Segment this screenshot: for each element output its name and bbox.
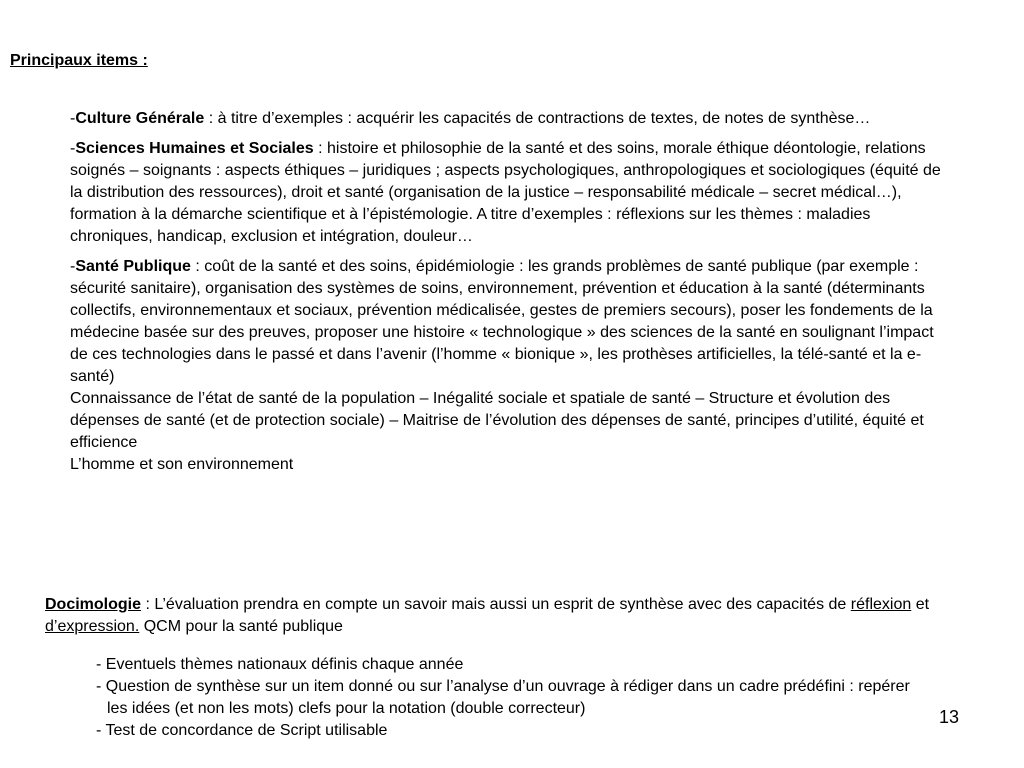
list-item: - Question de synthèse sur un item donné ou sur l’analyse d’un ouvrage à rédiger dans un cadre prédéfini : repérer les idées (et non les mots) clefs pour la notation (double correcteur) (96, 678, 910, 717)
item-description: : coût de la santé et des soins, épidémiologie : les grands problèmes de santé publique (par exemple : sécurité sanitaire), organisation des systèmes de soins, environnement, prévention et éducation à la santé (déterminants collectifs, environnementaux et sociaux, prévention médicalisée, gestes de premiers secours), poser les fondements de la médecine basée sur des preuves, proposer une histoire « technologique » des sciences de la santé en soulignant l’impact de ces technologies dans le passé et dans l’avenir (l’homme « bionique », les prothèses artificielles, la télé-santé et la e-santé) (70, 258, 934, 385)
item-description: : histoire et philosophie de la santé et des soins, morale éthique déontologie, relations soignés – soignants : aspects éthiques – juridiques ; aspects psychologiques, anthropologiques et sociologiques (équité de la distribution des ressources), droit et santé (organisation de la justice – responsabilité médicale – secret médical…), formation à la démarche scientifique et à l’épistémologie. A titre d’exemples : réflexions sur les thèmes : maladies chroniques, handicap, exclusion et intégration, douleur… (70, 140, 941, 245)
item-culture-generale (70, 108, 955, 130)
item-sante-publique (70, 256, 955, 476)
list-item: - Eventuels thèmes nationaux définis chaque année (96, 656, 464, 673)
section-heading: Principaux items : (10, 52, 148, 69)
item-extra-line: L’homme et son environnement (70, 456, 294, 473)
docimologie-label: Docimologie (45, 596, 142, 613)
item-prefix: - (70, 140, 76, 157)
docimologie-text: : L’évaluation prendra en compte un savoir mais aussi un esprit de synthèse avec des capacités de (141, 596, 851, 613)
evaluation-bullets (96, 654, 916, 742)
docimologie-text-end: QCM pour la santé publique (139, 618, 343, 635)
item-extra-line: Connaissance de l’état de santé de la population – Inégalité sociale et spatiale de santé – Structure et évolution des dépenses de santé (et de protection sociale) – Maitrise de l’évolution des dépenses de santé, principes d’utilité, équité et efficience (70, 390, 924, 451)
item-title: Santé Publique (75, 258, 191, 275)
item-title: Sciences Humaines et Sociales (75, 140, 314, 157)
item-prefix: - (70, 110, 76, 127)
item-prefix: - (70, 258, 76, 275)
item-description: : à titre d’exemples : acquérir les capacités de contractions de textes, de notes de synthèse… (204, 110, 871, 127)
page-number: 13 (939, 707, 960, 727)
expression-word: d’expression. (45, 618, 140, 635)
docimologie-paragraph (45, 594, 955, 638)
items-list (70, 108, 955, 484)
item-sciences-humaines (70, 138, 955, 248)
reflexion-word: réflexion (850, 596, 912, 613)
item-title: Culture Générale (75, 110, 205, 127)
list-item: - Test de concordance de Script utilisable (96, 722, 388, 739)
docimologie-and: et (911, 596, 930, 613)
